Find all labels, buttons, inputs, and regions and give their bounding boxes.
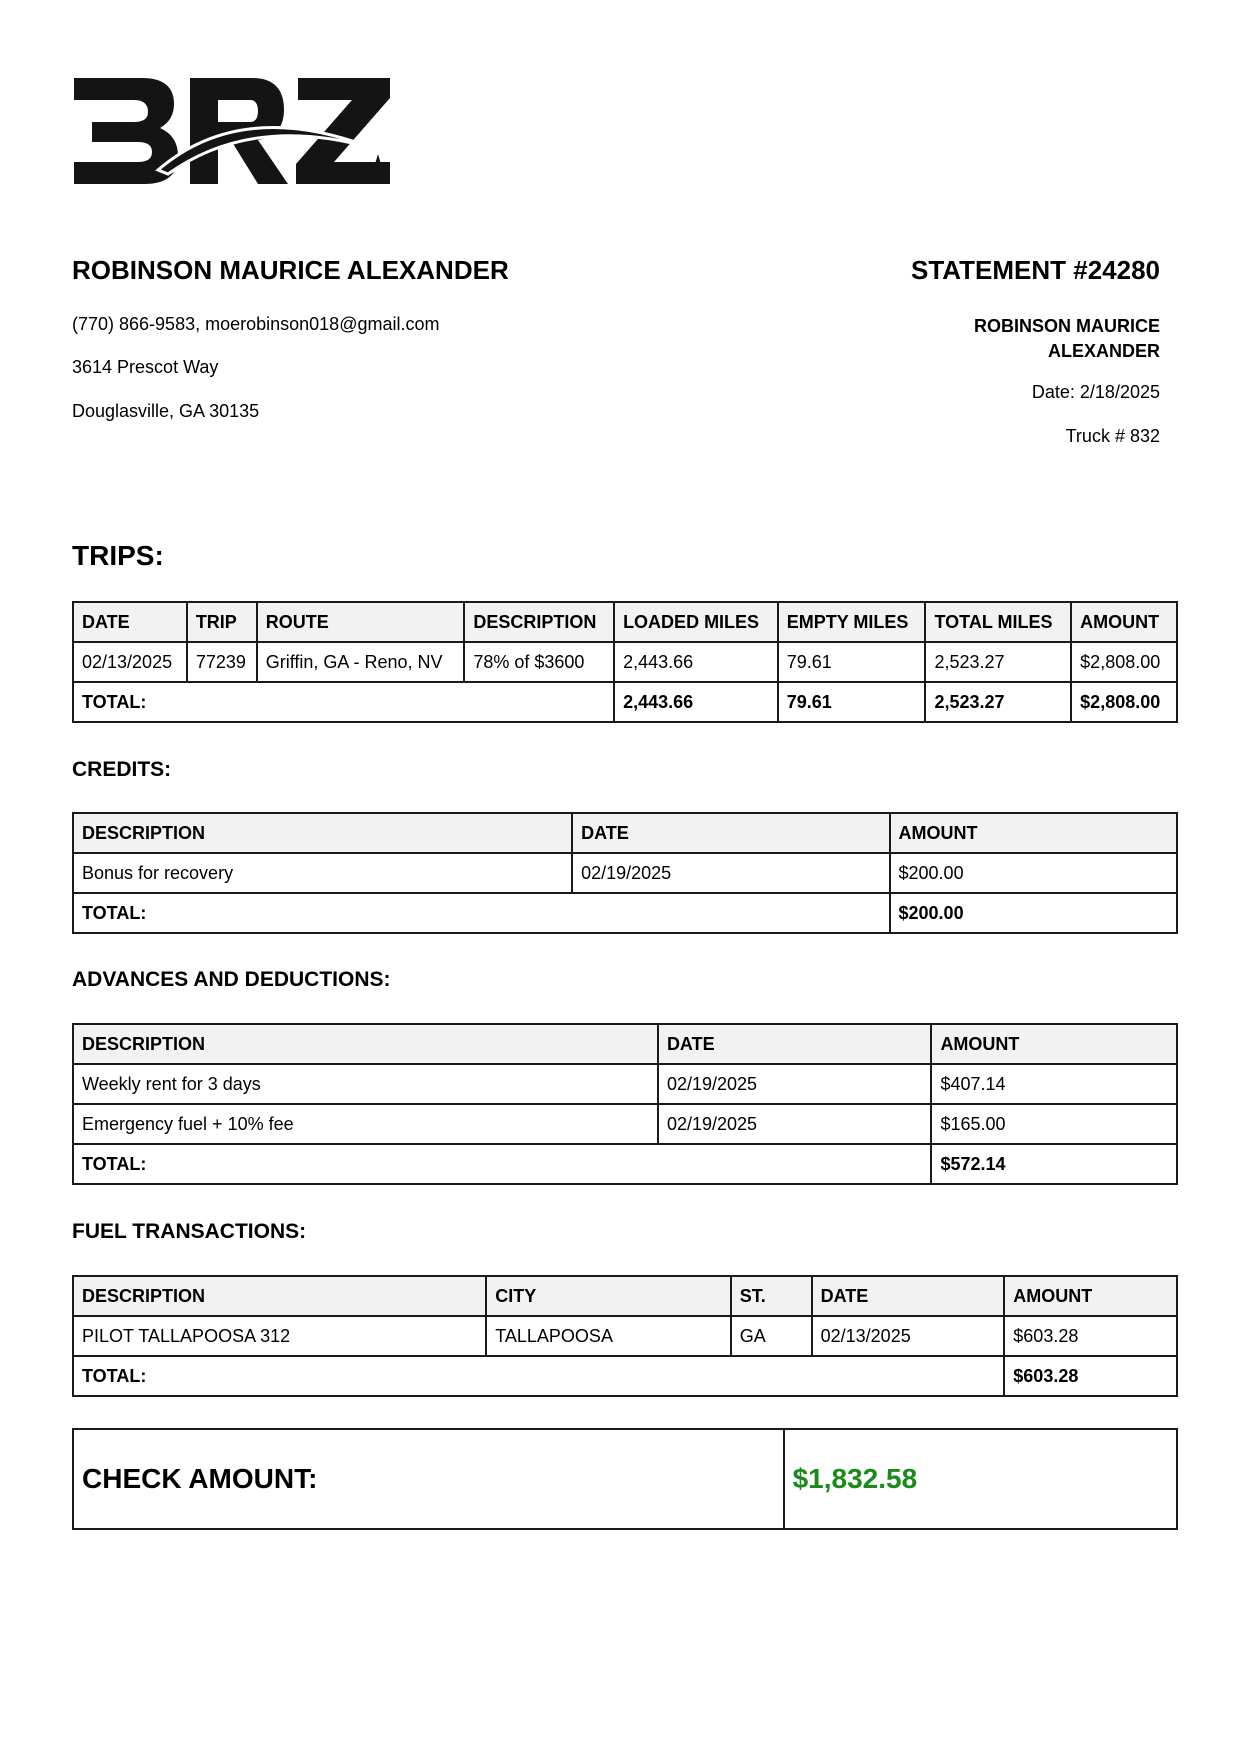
table-cell: 02/19/2025 bbox=[658, 1104, 932, 1144]
table-cell: 2,443.66 bbox=[614, 642, 778, 682]
check-amount-box bbox=[72, 1428, 1178, 1530]
deductions-title: ADVANCES AND DEDUCTIONS: bbox=[72, 968, 391, 991]
table-cell: $603.28 bbox=[1004, 1316, 1177, 1356]
total-cell: $200.00 bbox=[890, 893, 1177, 933]
column-header: DATE bbox=[658, 1024, 932, 1064]
credits-table bbox=[72, 812, 1178, 934]
table-cell: 78% of $3600 bbox=[464, 642, 614, 682]
total-row bbox=[73, 893, 1177, 933]
column-header: DESCRIPTION bbox=[73, 1024, 658, 1064]
table-cell: PILOT TALLAPOOSA 312 bbox=[73, 1316, 486, 1356]
column-header: AMOUNT bbox=[1004, 1276, 1177, 1316]
check-amount-value: $1,832.58 bbox=[784, 1429, 1177, 1529]
column-header: LOADED MILES bbox=[614, 602, 778, 642]
statement-recipient: ROBINSON MAURICE ALEXANDER bbox=[973, 316, 1160, 361]
table-cell: Weekly rent for 3 days bbox=[73, 1064, 658, 1104]
table-cell: 02/19/2025 bbox=[658, 1064, 932, 1104]
table-cell: $407.14 bbox=[931, 1064, 1177, 1104]
column-header: AMOUNT bbox=[1071, 602, 1177, 642]
total-cell: $572.14 bbox=[931, 1144, 1177, 1184]
column-header: DESCRIPTION bbox=[464, 602, 614, 642]
total-label: TOTAL: bbox=[73, 682, 614, 722]
table-cell: $2,808.00 bbox=[1071, 642, 1177, 682]
table-cell: TALLAPOOSA bbox=[486, 1316, 731, 1356]
driver-contact: (770) 866-9583, moerobinson018@gmail.com bbox=[72, 314, 440, 334]
table-row bbox=[73, 1104, 1177, 1144]
table-header-row bbox=[73, 813, 1177, 853]
driver-address-line1: 3614 Prescot Way bbox=[72, 357, 219, 377]
brz-logo bbox=[72, 78, 392, 196]
table-cell: 02/13/2025 bbox=[73, 642, 187, 682]
column-header: DESCRIPTION bbox=[73, 813, 572, 853]
table-row bbox=[73, 1316, 1177, 1356]
table-cell: 79.61 bbox=[778, 642, 926, 682]
total-label: TOTAL: bbox=[73, 1356, 1004, 1396]
total-cell: $2,808.00 bbox=[1071, 682, 1177, 722]
statement-title: STATEMENT #24280 bbox=[910, 255, 1160, 285]
table-cell: 02/13/2025 bbox=[812, 1316, 1005, 1356]
column-header: CITY bbox=[486, 1276, 731, 1316]
fuel-table bbox=[72, 1275, 1178, 1397]
table-cell: 2,523.27 bbox=[925, 642, 1071, 682]
table-header-row bbox=[73, 1024, 1177, 1064]
truck-number: Truck # 832 bbox=[1065, 426, 1160, 446]
column-header: DESCRIPTION bbox=[73, 1276, 486, 1316]
total-label: TOTAL: bbox=[73, 1144, 931, 1184]
table-cell: $200.00 bbox=[890, 853, 1177, 893]
total-row bbox=[73, 1144, 1177, 1184]
table-cell: $165.00 bbox=[931, 1104, 1177, 1144]
table-row bbox=[73, 1064, 1177, 1104]
total-cell: 79.61 bbox=[778, 682, 926, 722]
table-row bbox=[73, 642, 1177, 682]
trips-title: TRIPS: bbox=[72, 540, 164, 571]
column-header: AMOUNT bbox=[931, 1024, 1177, 1064]
table-row bbox=[73, 853, 1177, 893]
column-header: DATE bbox=[812, 1276, 1005, 1316]
total-label: TOTAL: bbox=[73, 893, 890, 933]
total-cell: 2,523.27 bbox=[925, 682, 1071, 722]
statement-date: Date: 2/18/2025 bbox=[1031, 382, 1160, 402]
table-cell: Griffin, GA - Reno, NV bbox=[257, 642, 465, 682]
total-row bbox=[73, 682, 1177, 722]
credits-title: CREDITS: bbox=[72, 758, 172, 781]
column-header: ST. bbox=[731, 1276, 812, 1316]
table-cell: Bonus for recovery bbox=[73, 853, 572, 893]
column-header: ROUTE bbox=[257, 602, 465, 642]
trips-table bbox=[72, 601, 1178, 723]
table-header-row bbox=[73, 1276, 1177, 1316]
total-cell: $603.28 bbox=[1004, 1356, 1177, 1396]
check-amount-label: CHECK AMOUNT: bbox=[73, 1429, 784, 1529]
table-header-row bbox=[73, 602, 1177, 642]
fuel-title: FUEL TRANSACTIONS: bbox=[72, 1220, 307, 1243]
column-header: DATE bbox=[572, 813, 889, 853]
driver-address-line2: Douglasville, GA 30135 bbox=[72, 401, 260, 421]
table-cell: GA bbox=[731, 1316, 812, 1356]
table-cell: 02/19/2025 bbox=[572, 853, 889, 893]
column-header: TOTAL MILES bbox=[925, 602, 1071, 642]
total-cell: 2,443.66 bbox=[614, 682, 778, 722]
check-amount-row bbox=[73, 1429, 1177, 1529]
driver-name: ROBINSON MAURICE ALEXANDER bbox=[72, 255, 509, 285]
deductions-table bbox=[72, 1023, 1178, 1185]
column-header: DATE bbox=[73, 602, 187, 642]
table-cell: 77239 bbox=[187, 642, 257, 682]
table-cell: Emergency fuel + 10% fee bbox=[73, 1104, 658, 1144]
total-row bbox=[73, 1356, 1177, 1396]
column-header: AMOUNT bbox=[890, 813, 1177, 853]
column-header: EMPTY MILES bbox=[778, 602, 926, 642]
column-header: TRIP bbox=[187, 602, 257, 642]
